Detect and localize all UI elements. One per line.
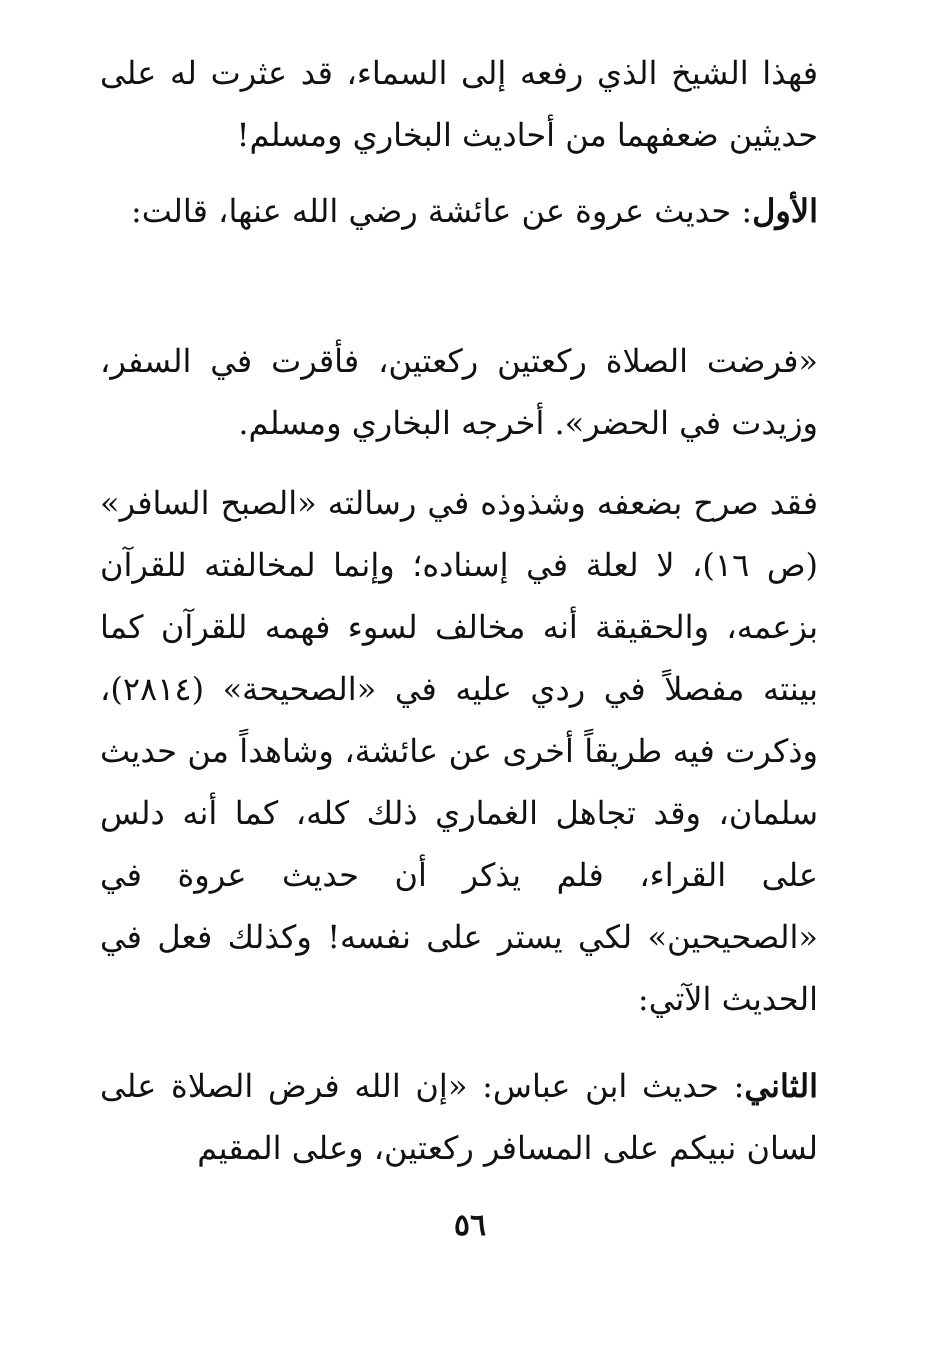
first-label: الأول [752,192,818,230]
paragraph-first-hadith-heading [100,180,818,242]
paragraph-second-hadith [100,1055,818,1179]
second-hadith-text: : حديث ابن عباس: «إن الله فرض الصلاة على لسان نبيكم على المسافر ركعتين، وعلى المقيم [100,1067,818,1167]
first-hadith-intro: : حديث عروة عن عائشة رضي الله عنها، قالت: [130,192,753,230]
paragraph-intro: فهذا الشيخ الذي رفعه إلى السماء، قد عثرت له على حديثين ضعفهما من أحاديث البخاري ومسلم! [100,54,818,154]
paragraph-first-hadith-text: «فرضت الصلاة ركعتين ركعتين، فأقرت في السفر، وزيدت في الحضر». أخرجه البخاري ومسلم. [100,342,818,442]
paragraph-commentary: فقد صرح بضعفه وشذوذه في رسالته «الصبح السافر» (ص ١٦)، لا لعلة في إسناده؛ وإنما لمخالفته للقرآن بزعمه، والحقيقة أنه مخالف لسوء فهمه للقرآن كما بينته مفصلاً في ردي عليه في «الصحيحة» (٢٨١٤)، وذكرت فيه طريقاً أخرى عن عائشة، وشاهداً من حديث سلمان، وقد تجاهل الغماري ذلك كله، كما أنه دلس على القراء، فلم يذكر أن حديث عروة في «الصحيحين» لكي يستر على نفسه! وكذلك فعل في الحديث الآتي: [100,484,819,1018]
second-label: الثاني [744,1067,818,1105]
page-number: ٥٦ [453,1208,487,1243]
